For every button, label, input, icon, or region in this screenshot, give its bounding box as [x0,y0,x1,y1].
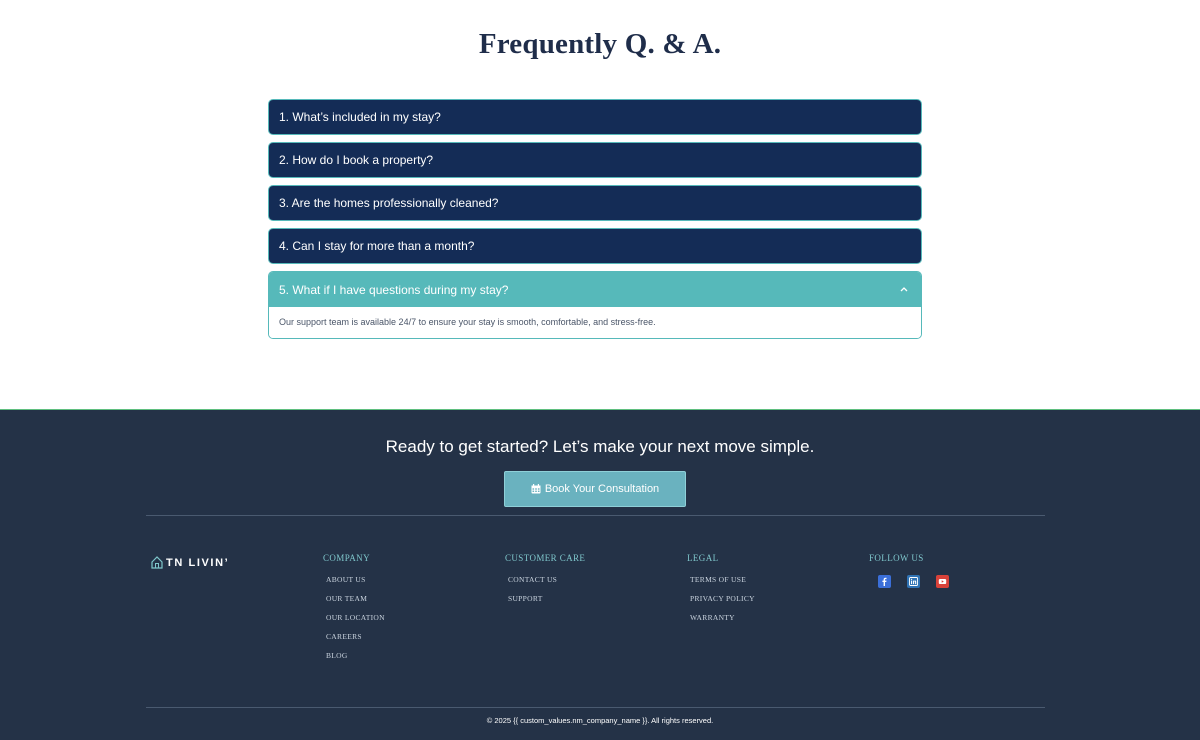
footer-logo[interactable] [151,556,229,569]
faq-answer-5: Our support team is available 24/7 to ensure your stay is smooth, comfortable, and stress-free. [269,307,921,338]
faq-question-5[interactable] [269,272,921,307]
faq-question-label: 2. How do I book a property? [279,153,434,167]
footer-link-privacy-policy[interactable]: PRIVACY POLICY [690,594,755,603]
facebook-icon[interactable] [878,575,891,588]
faq-list [268,99,922,346]
cta-text: Ready to get started? Let’s make your next move simple. [385,437,815,456]
book-consultation-button[interactable] [504,471,686,507]
footer-link-warranty[interactable]: WARRANTY [690,613,735,622]
copyright-text: © 2025 {{ custom_values.nm_company_name }}. All rights reserved. [486,716,714,725]
faq-item-4 [268,228,922,264]
footer [0,409,1200,740]
footer-column-customer-care [505,553,585,613]
logo-text: TN LIVIN’ [166,556,230,569]
faq-item-3 [268,185,922,221]
faq-question-label: 5. What if I have questions during my stay? [279,282,509,297]
footer-link-careers[interactable]: CAREERS [326,632,362,641]
social-links [878,575,949,588]
chevron-up-icon[interactable] [897,283,911,297]
faq-item-2 [268,142,922,178]
footer-link-about-us[interactable]: ABOUT US [326,575,366,584]
faq-question-3[interactable] [268,185,922,221]
faq-item-5 [268,271,922,339]
faq-title: Frequently Q. & A. [478,28,722,60]
footer-link-support[interactable]: SUPPORT [508,594,543,603]
book-consultation-label: Book Your Consultation [544,483,660,495]
footer-link-our-location[interactable]: OUR LOCATION [326,613,385,622]
footer-link-contact-us[interactable]: CONTACT US [508,575,558,584]
calendar-icon [531,484,541,494]
footer-divider [146,515,1045,516]
footer-column-legal [687,553,755,632]
youtube-icon[interactable] [936,575,949,588]
column-title: FOLLOW US [869,553,924,563]
footer-column-company [323,553,385,670]
column-title: CUSTOMER CARE [505,553,586,563]
column-links [687,575,755,622]
linkedin-icon[interactable] [907,575,920,588]
footer-link-terms-of-use[interactable]: TERMS OF USE [690,575,747,584]
column-links [323,575,385,660]
faq-item-1 [268,99,922,135]
faq-question-label: 4. Can I stay for more than a month? [279,239,475,253]
house-icon [151,556,163,569]
faq-question-label: 1. What’s included in my stay? [279,110,441,124]
footer-link-our-team[interactable]: OUR TEAM [326,594,368,603]
footer-link-blog[interactable]: BLOG [326,651,348,660]
footer-bottom-divider [146,707,1045,708]
faq-question-4[interactable] [268,228,922,264]
footer-column-follow-us [869,553,949,588]
column-title: LEGAL [687,553,719,563]
column-links [505,575,585,603]
faq-question-label: 3. Are the homes professionally cleaned? [279,196,499,210]
faq-question-2[interactable] [268,142,922,178]
column-title: COMPANY [323,553,370,563]
faq-question-1[interactable] [268,99,922,135]
